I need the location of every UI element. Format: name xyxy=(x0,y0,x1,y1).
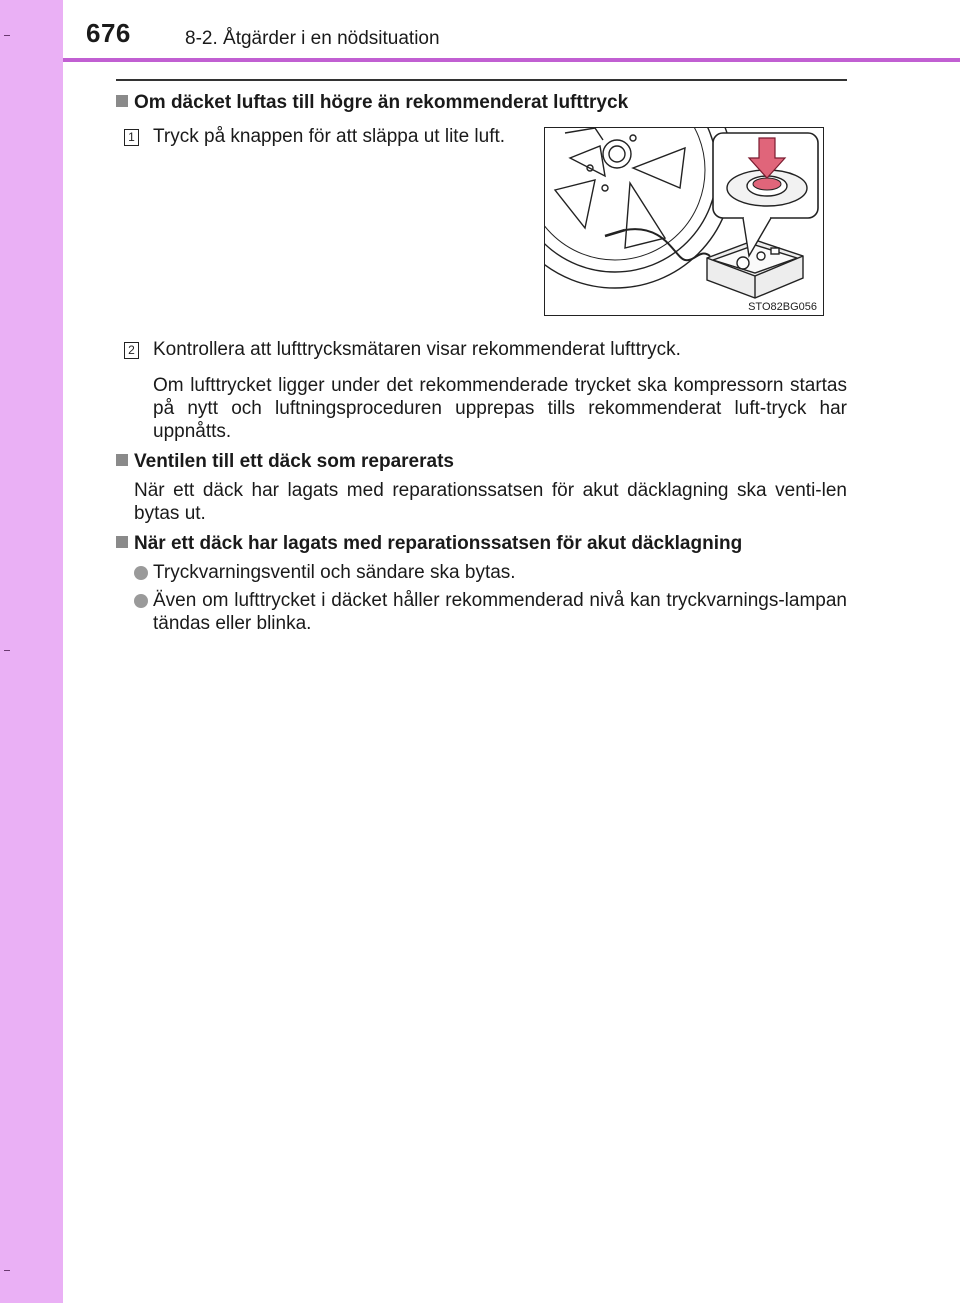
step-note: Om lufttrycket ligger under det rekommenderade trycket ska kompressorn startas på nytt och luftningsproceduren upprepas tills rekommenderat luft-tryck har uppnåtts. xyxy=(153,375,847,442)
section-heading xyxy=(116,533,742,555)
step-text: Tryck på knappen för att släppa ut lite luft. xyxy=(153,126,506,147)
section-heading xyxy=(116,451,454,473)
crop-mark xyxy=(4,35,10,36)
content-rule xyxy=(116,79,847,81)
crop-mark xyxy=(4,1270,10,1271)
section-heading xyxy=(116,92,628,114)
paragraph: När ett däck har lagats med reparationssatsen för akut däcklagning ska venti-len bytas ut. xyxy=(134,480,847,524)
tire-compressor-figure xyxy=(545,128,823,315)
crop-mark xyxy=(4,650,10,651)
figure-code: STO82BG056 xyxy=(748,301,817,313)
page-number: 676 xyxy=(86,18,131,48)
heading-text: Om däcket luftas till högre än rekommenderat lufttryck xyxy=(134,92,629,113)
step-number-box: 2 xyxy=(124,342,139,359)
bullet-text: Även om lufttrycket i däcket håller rekommenderad nivå kan tryckvarnings-lampan tändas eller blinka. xyxy=(153,590,847,634)
square-bullet-icon xyxy=(116,95,128,107)
square-bullet-icon xyxy=(116,536,128,548)
compressor-illustration xyxy=(544,127,824,316)
section-title: 8-2. Åtgärder i en nödsituation xyxy=(185,28,440,49)
square-bullet-icon xyxy=(116,454,128,466)
bullet-text: Tryckvarningsventil och sändare ska bytas. xyxy=(153,562,516,583)
step-number-box: 1 xyxy=(124,129,139,146)
step-text: Kontrollera att lufttrycksmätaren visar rekommenderat lufttryck. xyxy=(153,339,681,360)
side-tab-strip xyxy=(0,0,63,1303)
round-bullet-icon xyxy=(134,594,148,608)
header-divider xyxy=(63,58,960,62)
heading-text: Ventilen till ett däck som reparerats xyxy=(134,451,454,472)
round-bullet-icon xyxy=(134,566,148,580)
heading-text: När ett däck har lagats med reparationssatsen för akut däcklagning xyxy=(134,533,743,554)
